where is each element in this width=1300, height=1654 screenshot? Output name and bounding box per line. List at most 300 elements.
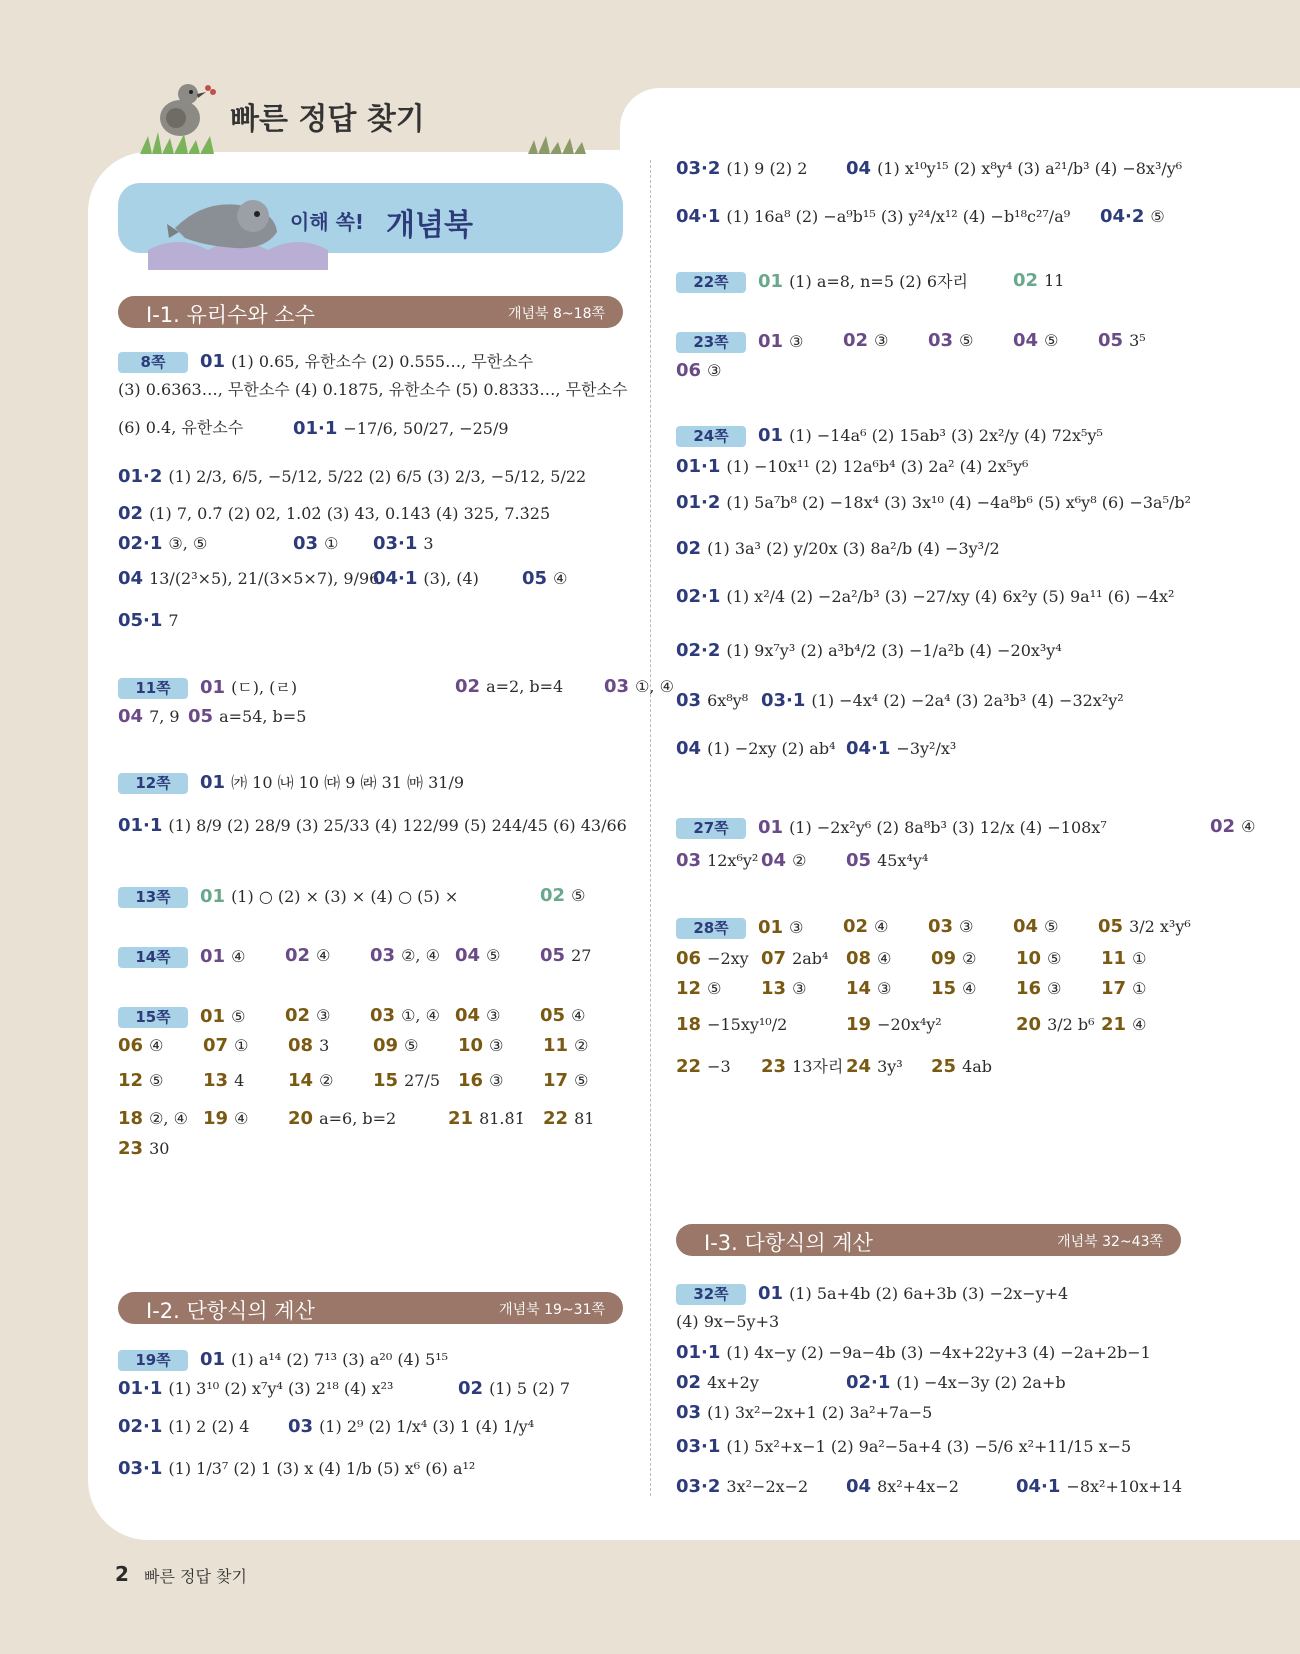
answer-item <box>455 1007 500 1025</box>
answer-item <box>1013 918 1058 936</box>
answer-item <box>203 1110 248 1128</box>
problem-number: 04·1 <box>1016 1476 1061 1497</box>
problem-number: 02 <box>285 1005 311 1026</box>
answer-text: ③ <box>959 917 974 936</box>
problem-number: 11 <box>1101 948 1127 969</box>
answer-text: 7 <box>168 611 179 630</box>
answer-item <box>293 535 338 553</box>
problem-number: 08 <box>288 1035 314 1056</box>
problem-number: 05 <box>522 568 548 589</box>
answer-item <box>604 678 674 696</box>
answer-line <box>118 1005 586 1028</box>
page-label: 14쪽 <box>118 947 188 968</box>
answer-item <box>200 353 533 371</box>
answer-text: (1) 1/3⁷ (2) 1 (3) x (4) 1/b (5) x⁶ (6) a¹² <box>168 1459 476 1478</box>
problem-number: 02 <box>843 916 869 937</box>
answer-item <box>846 950 891 968</box>
problem-number: 01·2 <box>676 492 721 513</box>
page-label: 24쪽 <box>676 426 746 447</box>
problem-number: 02 <box>676 538 702 559</box>
answer-text: −3y²/x³ <box>896 739 957 758</box>
answer-item <box>540 947 591 965</box>
answer-item <box>676 540 1000 558</box>
answer-item <box>846 740 956 758</box>
answer-text: (1) −2x²y⁶ (2) 8a⁸b³ (3) 12/x (4) −108x⁷ <box>789 818 1107 837</box>
answer-line <box>118 612 179 630</box>
problem-number: 21 <box>448 1108 474 1129</box>
problem-number: 03 <box>293 533 319 554</box>
answer-text: 3 <box>423 534 434 553</box>
answer-item <box>1100 208 1165 226</box>
answer-item <box>761 852 806 870</box>
answer-text: 27/5 <box>404 1071 440 1090</box>
problem-number: 03 <box>370 945 396 966</box>
answer-text: (1) 2/3, 6/5, −5/12, 5/22 (2) 6/5 (3) 2/3, −5/12, 5/22 <box>168 467 587 486</box>
page-label: 13쪽 <box>118 887 188 908</box>
problem-number: 05 <box>846 850 872 871</box>
answer-item <box>118 1037 163 1055</box>
problem-number: 13 <box>761 978 787 999</box>
answer-text: ④ <box>553 569 568 588</box>
answer-text: 45x⁴y⁴ <box>877 851 929 870</box>
answer-text: ③ <box>789 332 804 351</box>
answer-text: ④ <box>231 947 246 966</box>
problem-number: 04·1 <box>846 738 891 759</box>
answer-text: (1) 0.65, 유한소수 (2) 0.555…, 무한소수 <box>231 352 534 371</box>
answer-text: (1) x¹⁰y¹⁵ (2) x⁸y⁴ (3) a²¹/b³ (4) −8x³/y⁶ <box>877 159 1183 178</box>
answer-item <box>676 1058 731 1076</box>
answer-text: (1) 5x²+x−1 (2) 9a²−5a+4 (3) −5/6 x²+11/15 x−5 <box>726 1437 1132 1456</box>
answer-line <box>118 706 307 727</box>
answer-item <box>1013 272 1064 290</box>
answer-text: ④ <box>234 1109 249 1128</box>
problem-number: 01 <box>200 1349 226 1370</box>
problem-number: 04·1 <box>676 206 721 227</box>
answer-item <box>458 1380 570 1398</box>
answer-item <box>293 420 509 438</box>
answer-item <box>1016 950 1061 968</box>
answer-text: 4ab <box>962 1057 993 1076</box>
answer-text: 2ab⁴ <box>792 949 829 968</box>
answer-text: ④ <box>571 1006 586 1025</box>
answer-text: (1) x²/4 (2) −2a²/b³ (3) −27/xy (4) 6x²y (5) 9a¹¹ (6) −4x² <box>726 587 1175 606</box>
answer-item <box>676 494 1191 512</box>
answer-text: 12x⁶y² <box>707 851 759 870</box>
answer-line <box>676 206 1165 227</box>
answer-item <box>758 819 1107 837</box>
answer-text: 6x⁸y⁸ <box>707 691 749 710</box>
answer-text: (1) 8/9 (2) 28/9 (3) 25/33 (4) 122/99 (5) 244/45 (6) 43/66 <box>168 816 627 835</box>
answer-text: (1) 16a⁸ (2) −a⁹b¹⁵ (3) y²⁴/x¹² (4) −b¹⁸c²⁷/a⁹ <box>726 207 1071 226</box>
problem-number: 22 <box>543 1108 569 1129</box>
answer-item <box>373 1072 440 1090</box>
answer-text: ②, ④ <box>401 946 440 965</box>
problem-number: 01 <box>758 1283 784 1304</box>
answer-text: 81.8̇1̇ <box>479 1109 525 1128</box>
problem-number: 02 <box>1013 270 1039 291</box>
problem-number: 02·1 <box>118 533 163 554</box>
page-label: 15쪽 <box>118 1007 188 1028</box>
problem-number: 01 <box>200 677 226 698</box>
answer-item <box>118 420 243 436</box>
answer-item <box>676 458 1028 476</box>
answer-item <box>200 679 297 697</box>
answer-line <box>118 382 627 398</box>
answer-item <box>200 888 458 906</box>
problem-number: 02 <box>118 503 144 524</box>
answer-item <box>676 160 807 178</box>
problem-number: 03 <box>288 1416 314 1437</box>
problem-number: 05·1 <box>118 610 163 631</box>
answer-text: ②, ④ <box>149 1109 188 1128</box>
answer-item <box>1098 918 1191 936</box>
answer-item <box>676 642 1062 660</box>
answer-text: ④ <box>1241 817 1256 836</box>
problem-number: 01·1 <box>676 1342 721 1363</box>
answer-text: 4 <box>234 1071 245 1090</box>
answer-line <box>118 352 533 373</box>
answer-item <box>458 1072 503 1090</box>
answer-line <box>118 945 592 968</box>
answer-item <box>676 1374 759 1392</box>
answer-text: ①, ④ <box>635 677 674 696</box>
answer-text: ③ <box>486 1006 501 1025</box>
answer-line <box>676 1344 1151 1362</box>
answer-line <box>676 270 1065 293</box>
problem-number: 12 <box>118 1070 144 1091</box>
problem-number: 01 <box>200 886 226 907</box>
problem-number: 08 <box>846 948 872 969</box>
answer-text: ② <box>792 851 807 870</box>
answer-text: (6) 0.4, 유한소수 <box>118 418 244 437</box>
answer-item <box>458 1037 503 1055</box>
answer-text: (3), (4) <box>423 569 479 588</box>
answer-text: (1) 3¹⁰ (2) x⁷y⁴ (3) 2¹⁸ (4) x²³ <box>168 1379 394 1398</box>
answer-text: ② <box>319 1071 334 1090</box>
answer-item <box>118 1110 188 1128</box>
problem-number: 05 <box>540 945 566 966</box>
answer-item <box>1013 332 1058 350</box>
footer-title: 빠른 정답 찾기 <box>144 1567 247 1586</box>
answer-text: 7, 9 <box>149 707 180 726</box>
problem-number: 03·2 <box>676 158 721 179</box>
answer-text: 13자리 <box>792 1057 844 1076</box>
section-title: Ⅰ-1. 유리수와 소수 <box>146 303 315 327</box>
answer-item <box>540 887 585 905</box>
problem-number: 20 <box>288 1108 314 1129</box>
answer-text: ⑤ <box>959 331 974 350</box>
problem-number: 04 <box>455 945 481 966</box>
problem-number: 03 <box>370 1005 396 1026</box>
answer-text: ③ <box>789 918 804 937</box>
problem-number: 05 <box>1098 330 1124 351</box>
answer-text: −8x²+10x+14 <box>1066 1477 1182 1496</box>
answer-text: ① <box>1132 949 1147 968</box>
answer-text: 30 <box>149 1139 170 1158</box>
answer-item <box>285 1007 330 1025</box>
answer-item <box>676 852 758 870</box>
answer-text: (1) −2xy (2) ab⁴ <box>707 739 836 758</box>
answer-text: 13/(2³×5), 21/(3×5×7), 9/96 <box>149 569 380 588</box>
problem-number: 16 <box>1016 978 1042 999</box>
answer-text: ③ <box>874 331 889 350</box>
section-page-range: 개념북 19~31쪽 <box>499 1302 605 1318</box>
answer-text: (1) 5a⁷b⁸ (2) −18x⁴ (3) 3x¹⁰ (4) −4a⁸b⁶ (5) x⁶y⁸ (6) −3a⁵/b² <box>726 493 1192 512</box>
problem-number: 04 <box>676 738 702 759</box>
problem-number: 18 <box>676 1014 702 1035</box>
answer-text: (1) −4x−3y (2) 2a+b <box>896 1373 1066 1392</box>
answer-text: 81 <box>574 1109 595 1128</box>
page-label: 19쪽 <box>118 1350 188 1371</box>
problem-number: 18 <box>118 1108 144 1129</box>
answer-text: ⑤ <box>707 979 722 998</box>
answer-line <box>676 1284 1068 1305</box>
page-label: 8쪽 <box>118 352 188 373</box>
answer-item <box>203 1072 244 1090</box>
answer-text: (1) 7, 0.7̇ (2) 02, 1.0̇2̇ (3) 43, 0.14̇3̇ (4) 325, 7.3̇25̇ <box>149 504 551 523</box>
answer-item <box>758 427 1103 445</box>
section-header-1 <box>118 296 623 328</box>
problem-number: 04 <box>846 158 872 179</box>
answer-line <box>676 916 1191 939</box>
problem-number: 12 <box>676 978 702 999</box>
problem-number: 17 <box>543 1070 569 1091</box>
answer-item <box>118 468 586 486</box>
problem-number: 02·2 <box>676 640 721 661</box>
answer-line <box>676 1014 1147 1035</box>
answer-line <box>118 533 434 554</box>
content-card-right-body <box>620 150 1300 1540</box>
problem-number: 01·1 <box>676 456 721 477</box>
problem-number: 04·1 <box>373 568 418 589</box>
answer-item <box>931 980 976 998</box>
answer-text: ⑤ <box>486 946 501 965</box>
answer-item <box>200 774 464 792</box>
problem-number: 09 <box>931 948 957 969</box>
answer-line <box>676 642 1062 660</box>
answer-line <box>118 676 674 699</box>
answer-item <box>846 1374 1066 1392</box>
answer-item <box>846 1478 959 1496</box>
answer-item <box>928 332 973 350</box>
problem-number: 01·1 <box>118 1378 163 1399</box>
answer-text: (1) −4x⁴ (2) −2a⁴ (3) 2a³b³ (4) −32x²y² <box>811 691 1124 710</box>
problem-number: 25 <box>931 1056 957 1077</box>
problem-number: 02·1 <box>676 586 721 607</box>
answer-text: ① <box>324 534 339 553</box>
answer-text: (1) 3a³ (2) y/20x (3) 8a²/b (4) −3y³/2 <box>707 539 1000 558</box>
answer-item <box>448 1110 525 1128</box>
answer-text: ④ <box>316 946 331 965</box>
answer-line <box>676 494 1191 512</box>
footer-page-number: 2 <box>115 1562 129 1586</box>
answer-item <box>676 1404 932 1422</box>
answer-text: −17/6, 50/27, −25/9 <box>343 419 509 438</box>
banner-tag: 이해 쏙! <box>290 210 365 234</box>
page-label: 22쪽 <box>676 272 746 293</box>
answer-item <box>200 1351 448 1369</box>
problem-number: 04 <box>846 1476 872 1497</box>
answer-line <box>676 540 1000 558</box>
answer-item <box>118 708 180 726</box>
problem-number: 14 <box>288 1070 314 1091</box>
answer-line <box>118 1350 448 1371</box>
problem-number: 20 <box>1016 1014 1042 1035</box>
problem-number: 10 <box>458 1035 484 1056</box>
answer-text: −20x⁴y² <box>877 1015 942 1034</box>
answer-item <box>931 950 976 968</box>
answer-item <box>931 1058 992 1076</box>
answer-item <box>676 692 748 710</box>
problem-number: 03·1 <box>118 1458 163 1479</box>
answer-item <box>1098 332 1146 350</box>
answer-text: ③ <box>792 979 807 998</box>
answer-item <box>200 1008 245 1026</box>
page-label: 12쪽 <box>118 773 188 794</box>
problem-number: 01 <box>758 331 784 352</box>
answer-item <box>370 947 440 965</box>
answer-item <box>118 1418 249 1436</box>
answer-line <box>118 1378 571 1399</box>
answer-text: 4x+2y <box>707 1373 759 1392</box>
answer-item <box>1016 980 1061 998</box>
problem-number: 07 <box>761 948 787 969</box>
answer-item <box>758 333 803 351</box>
problem-number: 04 <box>1013 916 1039 937</box>
answer-line <box>676 362 721 380</box>
problem-number: 19 <box>203 1108 229 1129</box>
problem-number: 03·1 <box>676 1436 721 1457</box>
answer-text: 27 <box>571 946 592 965</box>
problem-number: 17 <box>1101 978 1127 999</box>
answer-item <box>676 362 721 380</box>
answer-text: −15xy¹⁰/2 <box>707 1015 788 1034</box>
answer-text: (1) 4x−y (2) −9a−4b (3) −4x+22y+3 (4) −2a+2b−1 <box>726 1343 1151 1362</box>
answer-line <box>118 468 586 486</box>
answer-item <box>846 852 928 870</box>
section-page-range: 개념북 8~18쪽 <box>508 306 605 322</box>
answer-text: ① <box>234 1036 249 1055</box>
answer-line <box>676 158 1183 179</box>
problem-number: 07 <box>203 1035 229 1056</box>
answer-item <box>200 948 245 966</box>
problem-number: 02·1 <box>118 1416 163 1437</box>
problem-number: 11 <box>543 1035 569 1056</box>
answer-text: 3y³ <box>877 1057 903 1076</box>
answer-item <box>118 570 379 588</box>
answer-item <box>118 612 179 630</box>
answer-line <box>676 978 1147 999</box>
answer-item <box>540 1007 585 1025</box>
answer-text: (1) 5 (2) 7 <box>489 1379 571 1398</box>
answer-text: ㈎ 10 ㈏ 10 ㈐ 9 ㈑ 31 ㈒ 31/9 <box>231 773 465 792</box>
answer-item <box>188 708 306 726</box>
answer-item <box>1101 950 1146 968</box>
problem-number: 03 <box>604 676 630 697</box>
answer-line <box>676 850 929 871</box>
problem-number: 14 <box>846 978 872 999</box>
answer-line <box>118 1108 595 1129</box>
answer-line <box>118 1070 589 1091</box>
answer-line <box>676 458 1028 476</box>
problem-number: 05 <box>188 706 214 727</box>
page-label: 23쪽 <box>676 332 746 353</box>
answer-item <box>118 1140 169 1158</box>
problem-number: 03 <box>928 330 954 351</box>
answer-text: (4) 9x−5y+3 <box>676 1312 780 1331</box>
answer-text: a=6, b=2 <box>319 1109 397 1128</box>
column-divider <box>650 160 651 1496</box>
answer-item <box>676 1478 808 1496</box>
answer-item <box>676 588 1174 606</box>
problem-number: 09 <box>373 1035 399 1056</box>
grass-icon <box>140 128 220 154</box>
answer-item <box>846 980 891 998</box>
problem-number: 05 <box>1098 916 1124 937</box>
problem-number: 21 <box>1101 1014 1127 1035</box>
answer-text: (1) 2 (2) 4 <box>168 1417 250 1436</box>
answer-item <box>543 1037 588 1055</box>
answer-line <box>118 773 464 794</box>
answer-item <box>455 678 563 696</box>
answer-item <box>118 817 627 835</box>
answer-text: ④ <box>874 917 889 936</box>
answer-text: 3/2 b⁶ <box>1047 1015 1095 1034</box>
answer-text: (1) −10x¹¹ (2) 12a⁶b⁴ (3) 2a² (4) 2x⁵y⁶ <box>726 457 1029 476</box>
answer-text: ③ <box>1047 979 1062 998</box>
page-label: 32쪽 <box>676 1284 746 1305</box>
problem-number: 01 <box>200 772 226 793</box>
problem-number: 01·1 <box>293 418 338 439</box>
problem-number: 22 <box>676 1056 702 1077</box>
answer-text: ④ <box>877 949 892 968</box>
answer-item <box>676 980 721 998</box>
problem-number: 02 <box>455 676 481 697</box>
answer-text: (3) 0.6363…, 무한소수 (4) 0.1875, 유한소수 (5) 0.8333…, 무한소수 <box>118 380 628 399</box>
problem-number: 01 <box>758 271 784 292</box>
answer-item <box>285 947 330 965</box>
answer-item <box>373 1037 418 1055</box>
answer-item <box>1101 980 1146 998</box>
problem-number: 16 <box>458 1070 484 1091</box>
section-title: Ⅰ-3. 다항식의 계산 <box>704 1231 873 1255</box>
answer-line <box>676 1314 779 1330</box>
answer-item <box>118 535 207 553</box>
answer-text: ③ <box>489 1036 504 1055</box>
answer-text: 3⁵ <box>1129 331 1146 350</box>
problem-number: 02 <box>458 1378 484 1399</box>
problem-number: 13 <box>203 1070 229 1091</box>
problem-number: 02 <box>540 885 566 906</box>
answer-text: ③ <box>707 361 722 380</box>
answer-line <box>118 1035 589 1056</box>
answer-item <box>676 1438 1131 1456</box>
answer-text: ④ <box>149 1036 164 1055</box>
answer-line <box>676 1404 932 1422</box>
answer-item <box>676 1314 779 1330</box>
answer-item <box>373 535 434 553</box>
section-title: Ⅰ-2. 단항식의 계산 <box>146 1299 315 1323</box>
answer-text: ⑤ <box>1044 331 1059 350</box>
answer-text: 11 <box>1044 271 1065 290</box>
answer-line <box>118 885 586 908</box>
problem-number: 03 <box>676 1402 702 1423</box>
answer-item <box>288 1110 396 1128</box>
answer-item <box>761 980 806 998</box>
answer-text: ② <box>962 949 977 968</box>
problem-number: 04 <box>118 706 144 727</box>
answer-item <box>761 692 1124 710</box>
